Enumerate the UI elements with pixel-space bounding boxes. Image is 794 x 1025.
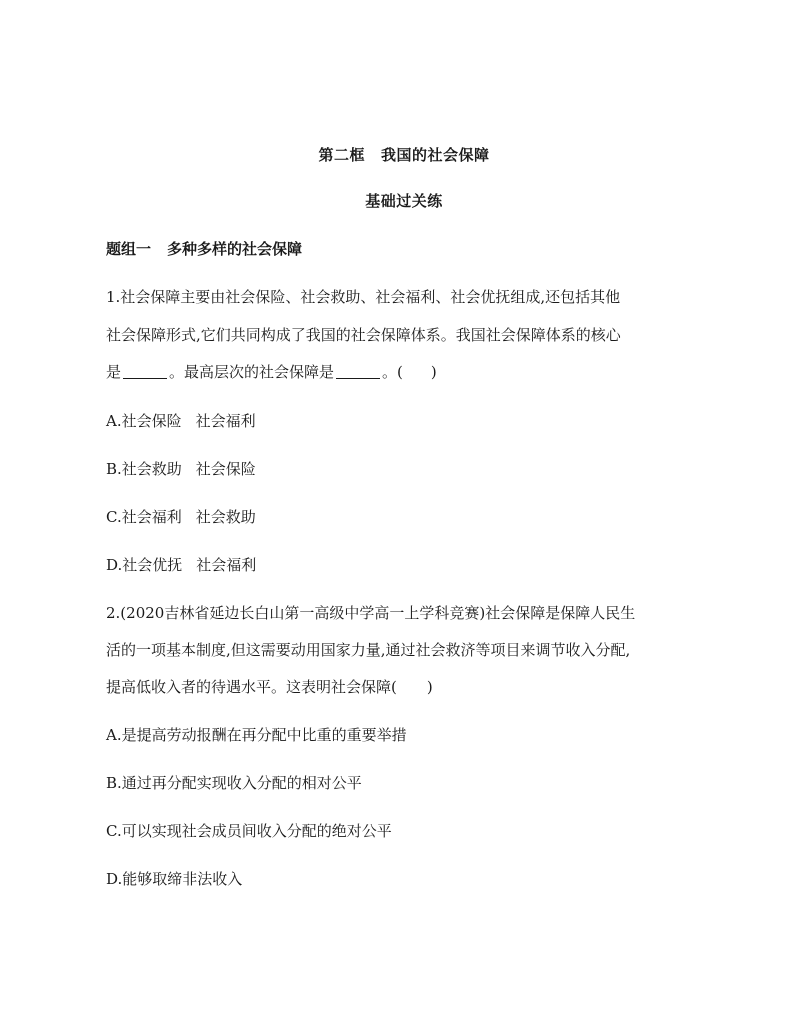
q1-text-a: 是 (106, 363, 122, 381)
q1-text-d: ) (430, 363, 437, 381)
q2-stem-line-3 (106, 676, 433, 697)
subtitle: 基础过关练 (365, 192, 443, 210)
q2-text-b: ) (426, 678, 433, 696)
q2-option-b: B.通过再分配实现收入分配的相对公平 (106, 774, 362, 792)
q1-option-a (106, 410, 256, 431)
section-title (0, 144, 794, 165)
q1-option-b-second: 社会保险 (195, 460, 256, 478)
q1-text-c: 。( (382, 363, 403, 381)
q2-option-d: D.能够取缔非法收入 (106, 870, 243, 888)
q2-text-a: 提高低收入者的待遇水平。这表明社会保障( (106, 678, 397, 696)
q1-option-c-second: 社会救助 (195, 508, 256, 526)
q1-option-c (106, 506, 256, 527)
answer-blank-1 (123, 364, 167, 379)
q2-option-c: C.可以实现社会成员间收入分配的绝对公平 (106, 822, 392, 840)
q1-option-a-second: 社会福利 (195, 412, 256, 430)
answer-blank-2 (336, 364, 380, 379)
q1-stem-line-3 (106, 361, 437, 382)
q2-stem-line-2: 活的一项基本制度,但这需要动用国家力量,通过社会救济等项目来调节收入分配, (106, 641, 631, 659)
q1-option-a-first: A.社会保险 (106, 412, 182, 430)
q1-option-d-first: D.社会优抚 (106, 556, 183, 574)
group-title: 多种多样的社会保障 (167, 240, 303, 258)
section-title-part2: 我国的社会保障 (381, 146, 490, 164)
q1-option-d-second: 社会福利 (196, 556, 257, 574)
q1-option-b-first: B.社会救助 (106, 460, 182, 478)
question-group-heading (106, 238, 302, 259)
q2-option-a: A.是提高劳动报酬在再分配中比重的重要举措 (106, 726, 407, 744)
group-label: 题组一 (106, 240, 152, 258)
q1-option-b (106, 458, 256, 479)
q1-option-c-first: C.社会福利 (106, 508, 182, 526)
q1-text-b: 。最高层次的社会保障是 (169, 363, 335, 381)
q1-stem-line-2: 社会保障形式,它们共同构成了我国的社会保障体系。我国社会保障体系的核心 (106, 326, 621, 344)
q1-option-d (106, 554, 256, 575)
q1-stem-line-1: 1.社会保障主要由社会保险、社会救助、社会福利、社会优抚组成,还包括其他 (106, 288, 621, 306)
q2-stem-line-1: 2.(2020吉林省延边长白山第一高级中学高一上学科竞赛)社会保障是保障人民生 (106, 604, 636, 622)
section-title-part1: 第二框 (318, 146, 365, 164)
